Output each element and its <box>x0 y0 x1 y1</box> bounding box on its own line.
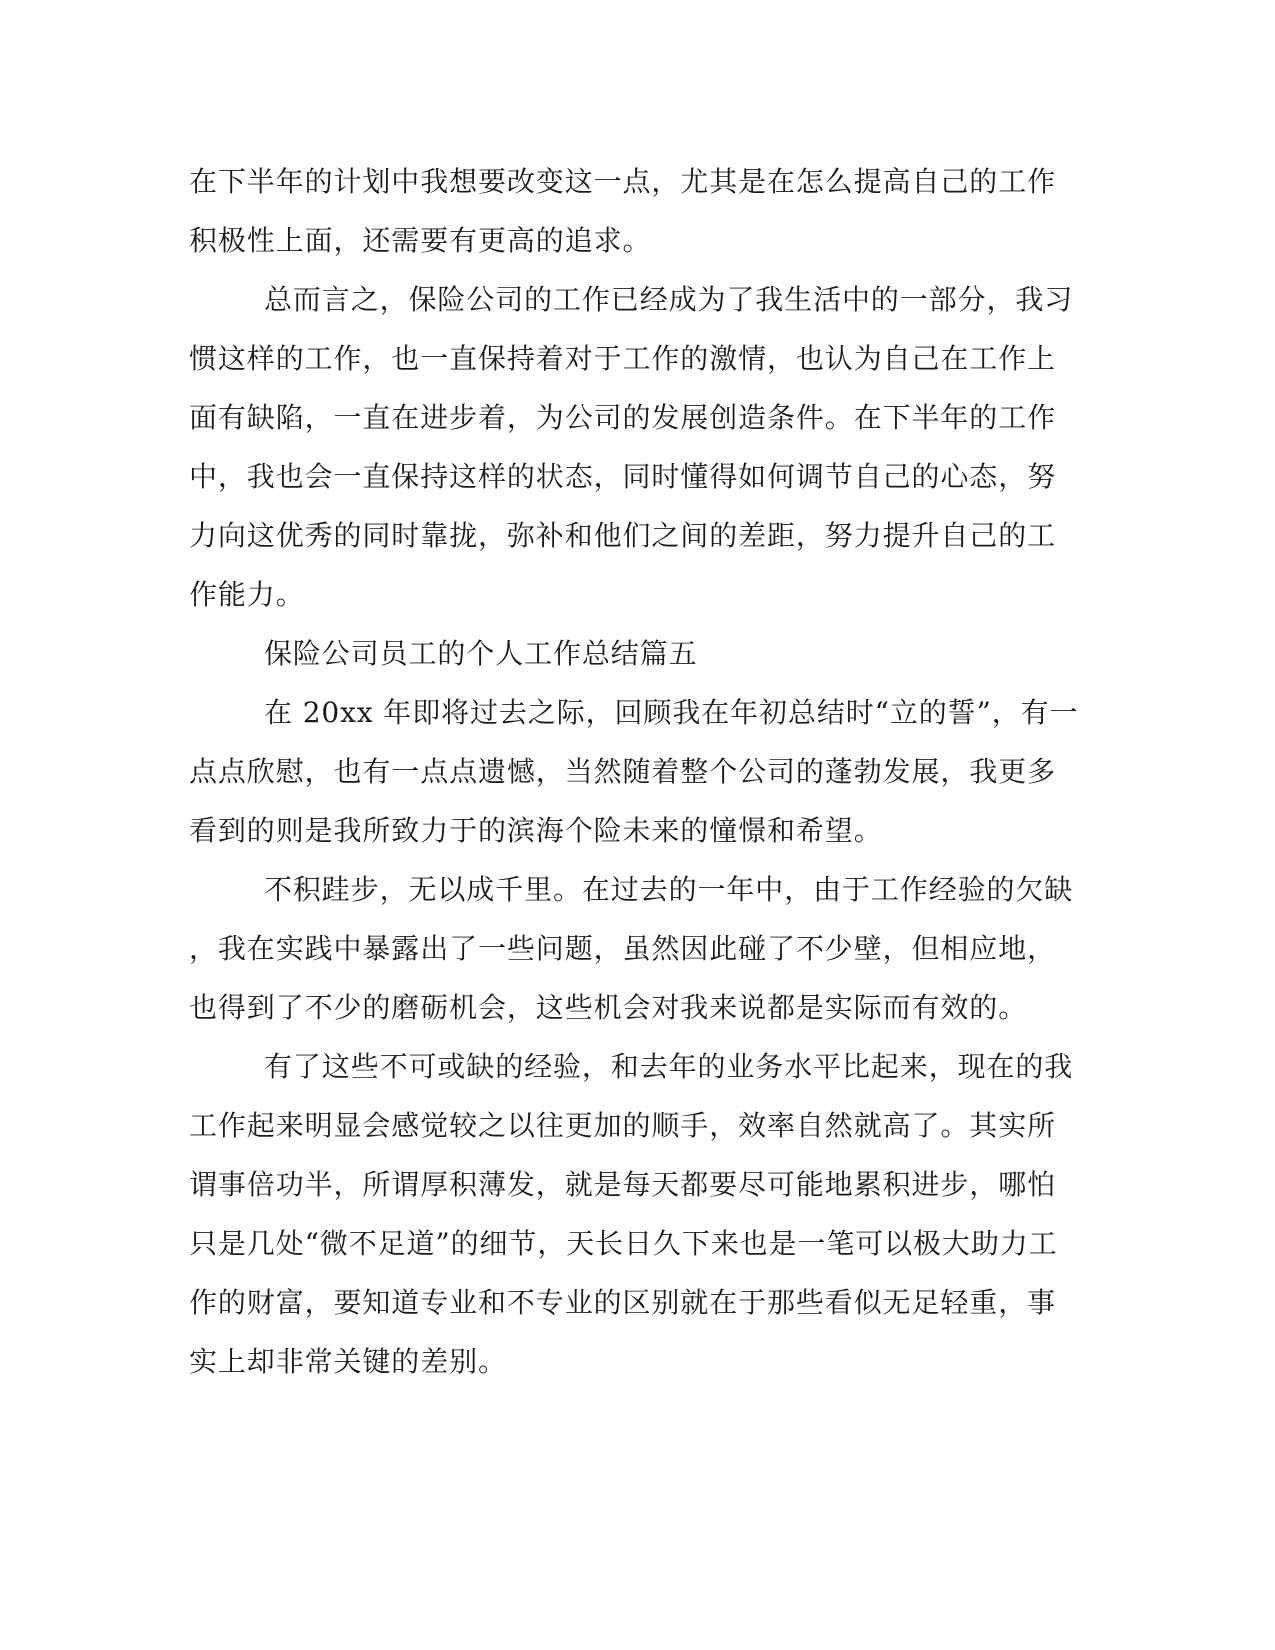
text-line: 积极性上面，还需要有更高的追求。 <box>189 224 652 257</box>
text-line: 在下半年的计划中我想要改变这一点，尤其是在怎么提高自己的工作 <box>189 165 1057 198</box>
text-line: ，我在实践中暴露出了一些问题，虽然因此碰了不少壁，但相应地， <box>189 932 1057 965</box>
section-heading: 保险公司员工的个人工作总结篇五 <box>264 637 698 670</box>
text-line: 点点欣慰，也有一点点遗憾，当然随着整个公司的蓬勃发展，我更多 <box>189 755 1057 788</box>
text-line: 力向这优秀的同时靠拢，弥补和他们之间的差距，努力提升自己的工 <box>189 519 1057 552</box>
text-line: 工作起来明显会感觉较之以往更加的顺手，效率自然就高了。其实所 <box>189 1109 1057 1142</box>
text-line: 中，我也会一直保持这样的状态，同时懂得如何调节自己的心态，努 <box>189 460 1057 493</box>
text-line: 看到的则是我所致力于的滨海个险未来的憧憬和希望。 <box>189 814 883 847</box>
paragraph-start-line: 不积跬步，无以成千里。在过去的一年中，由于工作经验的欠缺 <box>264 873 1074 906</box>
paragraph-start-line: 在 20xx 年即将过去之际，回顾我在年初总结时“立的誓”，有一 <box>264 696 1079 729</box>
paragraph-start-line: 总而言之，保险公司的工作已经成为了我生活中的一部分，我习 <box>264 283 1074 316</box>
text-line: 也得到了不少的磨砺机会，这些机会对我来说都是实际而有效的。 <box>189 991 1028 1024</box>
text-line: 只是几处“微不足道”的细节，天长日久下来也是一笔可以极大助力工 <box>189 1227 1058 1260</box>
text-line: 面有缺陷，一直在进步着，为公司的发展创造条件。在下半年的工作 <box>189 401 1057 434</box>
text-line: 惯这样的工作，也一直保持着对于工作的激情，也认为自己在工作上 <box>189 342 1057 375</box>
paragraph-start-line: 有了这些不可或缺的经验，和去年的业务水平比起来，现在的我 <box>264 1050 1074 1083</box>
text-line: 谓事倍功半，所谓厚积薄发，就是每天都要尽可能地累积进步，哪怕 <box>189 1168 1057 1201</box>
text-line: 作能力。 <box>189 578 305 611</box>
text-line: 作的财富，要知道专业和不专业的区别就在于那些看似无足轻重，事 <box>189 1286 1057 1319</box>
text-line: 实上却非常关键的差别。 <box>189 1345 507 1378</box>
